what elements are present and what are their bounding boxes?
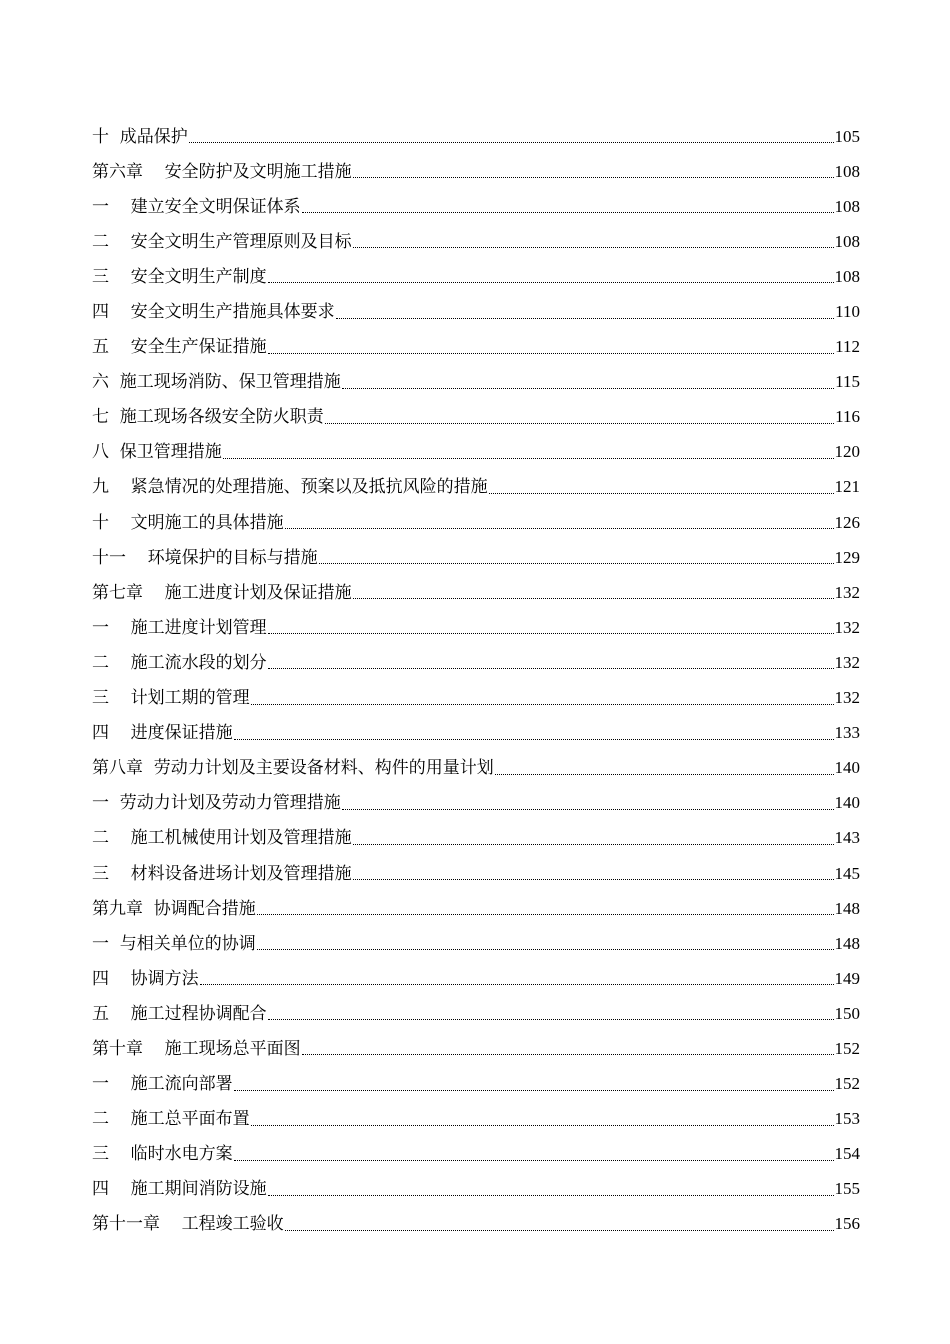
toc-entry-title: 九 紧急情况的处理措施、预案以及抵抗风险的措施	[92, 477, 488, 498]
toc-entry-page-number: 112	[835, 337, 860, 357]
toc-dot-leader	[353, 177, 834, 178]
toc-entry[interactable]	[92, 259, 860, 294]
toc-entry-title: 三 计划工期的管理	[92, 688, 250, 709]
toc-dot-leader	[342, 388, 834, 389]
toc-entry-title: 四 进度保证措施	[92, 723, 233, 744]
toc-entry[interactable]	[92, 189, 860, 224]
toc-entry-title: 五 安全生产保证措施	[92, 337, 267, 358]
toc-entry[interactable]	[92, 610, 860, 645]
toc-entry[interactable]	[92, 575, 860, 610]
toc-dot-leader	[251, 1125, 834, 1126]
toc-dot-leader	[302, 1054, 834, 1055]
toc-entry[interactable]	[92, 961, 860, 996]
toc-entry-title: 一 建立安全文明保证体系	[92, 196, 301, 217]
toc-dot-leader	[285, 528, 834, 529]
toc-entry-title: 八 保卫管理措施	[92, 442, 222, 463]
toc-entry[interactable]	[92, 1172, 860, 1207]
toc-entry-page-number: 149	[834, 968, 860, 988]
toc-dot-leader	[268, 282, 834, 283]
toc-entry[interactable]	[92, 154, 860, 189]
toc-dot-leader	[257, 949, 834, 950]
toc-entry-page-number: 129	[834, 547, 860, 567]
toc-entry-page-number: 143	[834, 828, 860, 848]
toc-entry-page-number: 156	[834, 1214, 860, 1234]
toc-entry-page-number: 126	[834, 512, 860, 532]
toc-entry-page-number: 108	[834, 161, 860, 181]
toc-entry-title: 三 材料设备进场计划及管理措施	[92, 863, 352, 884]
toc-entry[interactable]	[92, 1102, 860, 1137]
toc-dot-leader	[257, 914, 834, 915]
toc-entry-title: 四 施工期间消防设施	[92, 1179, 267, 1200]
toc-dot-leader	[353, 879, 834, 880]
toc-dot-leader	[319, 563, 834, 564]
toc-entry-title: 第六章 安全防护及文明施工措施	[92, 161, 352, 182]
toc-entry[interactable]	[92, 786, 860, 821]
toc-dot-leader	[336, 318, 835, 319]
toc-entry-title: 一 与相关单位的协调	[92, 933, 256, 954]
toc-entry[interactable]	[92, 119, 860, 154]
toc-entry[interactable]	[92, 681, 860, 716]
toc-dot-leader	[353, 247, 834, 248]
toc-entry-page-number: 152	[834, 1038, 860, 1058]
toc-entry-title: 十 文明施工的具体措施	[92, 512, 284, 533]
toc-entry-page-number: 108	[834, 266, 860, 286]
toc-dot-leader	[495, 774, 834, 775]
toc-dot-leader	[302, 212, 834, 213]
toc-dot-leader	[325, 423, 834, 424]
toc-entry[interactable]	[92, 996, 860, 1031]
toc-dot-leader	[223, 458, 834, 459]
toc-dot-leader	[268, 633, 834, 634]
toc-entry[interactable]	[92, 1031, 860, 1066]
toc-entry-title: 第十章 施工现场总平面图	[92, 1038, 301, 1059]
toc-dot-leader	[268, 668, 834, 669]
toc-entry-title: 一 劳动力计划及劳动力管理措施	[92, 793, 341, 814]
toc-entry-title: 五 施工过程协调配合	[92, 1003, 267, 1024]
toc-entry[interactable]	[92, 821, 860, 856]
toc-entry-page-number: 108	[834, 196, 860, 216]
toc-entry-page-number: 110	[835, 302, 860, 322]
toc-entry[interactable]	[92, 751, 860, 786]
toc-entry-title: 十 成品保护	[92, 126, 188, 147]
toc-dot-leader	[342, 809, 834, 810]
toc-entry-title: 十一 环境保护的目标与措施	[92, 547, 318, 568]
toc-entry-page-number: 140	[834, 793, 860, 813]
toc-entry-title: 四 安全文明生产措施具体要求	[92, 302, 335, 323]
toc-dot-leader	[268, 353, 835, 354]
toc-dot-leader	[268, 1019, 834, 1020]
toc-entry[interactable]	[92, 645, 860, 680]
toc-entry-page-number: 153	[834, 1109, 860, 1129]
toc-entry-page-number: 140	[834, 758, 860, 778]
toc-dot-leader	[489, 493, 834, 494]
toc-entry[interactable]	[92, 470, 860, 505]
toc-entry-title: 第八章 劳动力计划及主要设备材料、构件的用量计划	[92, 758, 494, 779]
toc-entry-page-number: 132	[834, 688, 860, 708]
toc-entry-page-number: 145	[834, 863, 860, 883]
toc-entry[interactable]	[92, 1207, 860, 1242]
toc-entry-page-number: 115	[835, 372, 860, 392]
toc-dot-leader	[234, 1090, 834, 1091]
toc-entry-title: 二 施工流水段的划分	[92, 652, 267, 673]
toc-entry-page-number: 152	[834, 1074, 860, 1094]
toc-entry[interactable]	[92, 1137, 860, 1172]
toc-entry[interactable]	[92, 435, 860, 470]
toc-entry[interactable]	[92, 400, 860, 435]
toc-entry-title: 三 安全文明生产制度	[92, 266, 267, 287]
toc-dot-leader	[353, 598, 834, 599]
toc-entry-page-number: 132	[834, 652, 860, 672]
toc-entry-page-number: 105	[834, 126, 860, 146]
toc-entry[interactable]	[92, 330, 860, 365]
toc-dot-leader	[285, 1230, 834, 1231]
toc-entry-title: 一 施工进度计划管理	[92, 617, 267, 638]
toc-dot-leader	[234, 739, 834, 740]
toc-entry[interactable]	[92, 891, 860, 926]
toc-entry-title: 六 施工现场消防、保卫管理措施	[92, 372, 341, 393]
toc-dot-leader	[200, 984, 834, 985]
toc-entry-title: 二 施工总平面布置	[92, 1109, 250, 1130]
toc-entry-page-number: 108	[834, 231, 860, 251]
toc-entry-page-number: 116	[835, 407, 860, 427]
toc-entry[interactable]	[92, 294, 860, 329]
toc-entry[interactable]	[92, 856, 860, 891]
toc-entry-title: 三 临时水电方案	[92, 1144, 233, 1165]
toc-dot-leader	[353, 844, 834, 845]
toc-entry-page-number: 155	[834, 1179, 860, 1199]
toc-entry[interactable]	[92, 716, 860, 751]
toc-dot-leader	[189, 142, 834, 143]
toc-entry-page-number: 132	[834, 582, 860, 602]
toc-entry-page-number: 148	[834, 933, 860, 953]
toc-dot-leader	[268, 1195, 834, 1196]
toc-entry[interactable]	[92, 540, 860, 575]
toc-entry[interactable]	[92, 365, 860, 400]
table-of-contents	[92, 119, 860, 1242]
toc-entry-page-number: 154	[834, 1144, 860, 1164]
toc-entry-page-number: 150	[834, 1003, 860, 1023]
toc-entry-title: 一 施工流向部署	[92, 1074, 233, 1095]
toc-entry-title: 第七章 施工进度计划及保证措施	[92, 582, 352, 603]
toc-entry-title: 二 施工机械使用计划及管理措施	[92, 828, 352, 849]
toc-entry-title: 七 施工现场各级安全防火职责	[92, 407, 324, 428]
toc-entry-page-number: 120	[834, 442, 860, 462]
toc-entry-title: 第十一章 工程竣工验收	[92, 1214, 284, 1235]
toc-entry[interactable]	[92, 926, 860, 961]
toc-dot-leader	[234, 1160, 834, 1161]
toc-entry-title: 二 安全文明生产管理原则及目标	[92, 231, 352, 252]
toc-entry[interactable]	[92, 505, 860, 540]
toc-entry-title: 第九章 协调配合措施	[92, 898, 256, 919]
toc-entry-page-number: 133	[834, 723, 860, 743]
toc-entry[interactable]	[92, 224, 860, 259]
toc-entry-page-number: 148	[834, 898, 860, 918]
toc-entry-page-number: 132	[834, 617, 860, 637]
toc-dot-leader	[251, 704, 834, 705]
toc-entry-page-number: 121	[834, 477, 860, 497]
toc-entry-title: 四 协调方法	[92, 968, 199, 989]
toc-entry[interactable]	[92, 1067, 860, 1102]
